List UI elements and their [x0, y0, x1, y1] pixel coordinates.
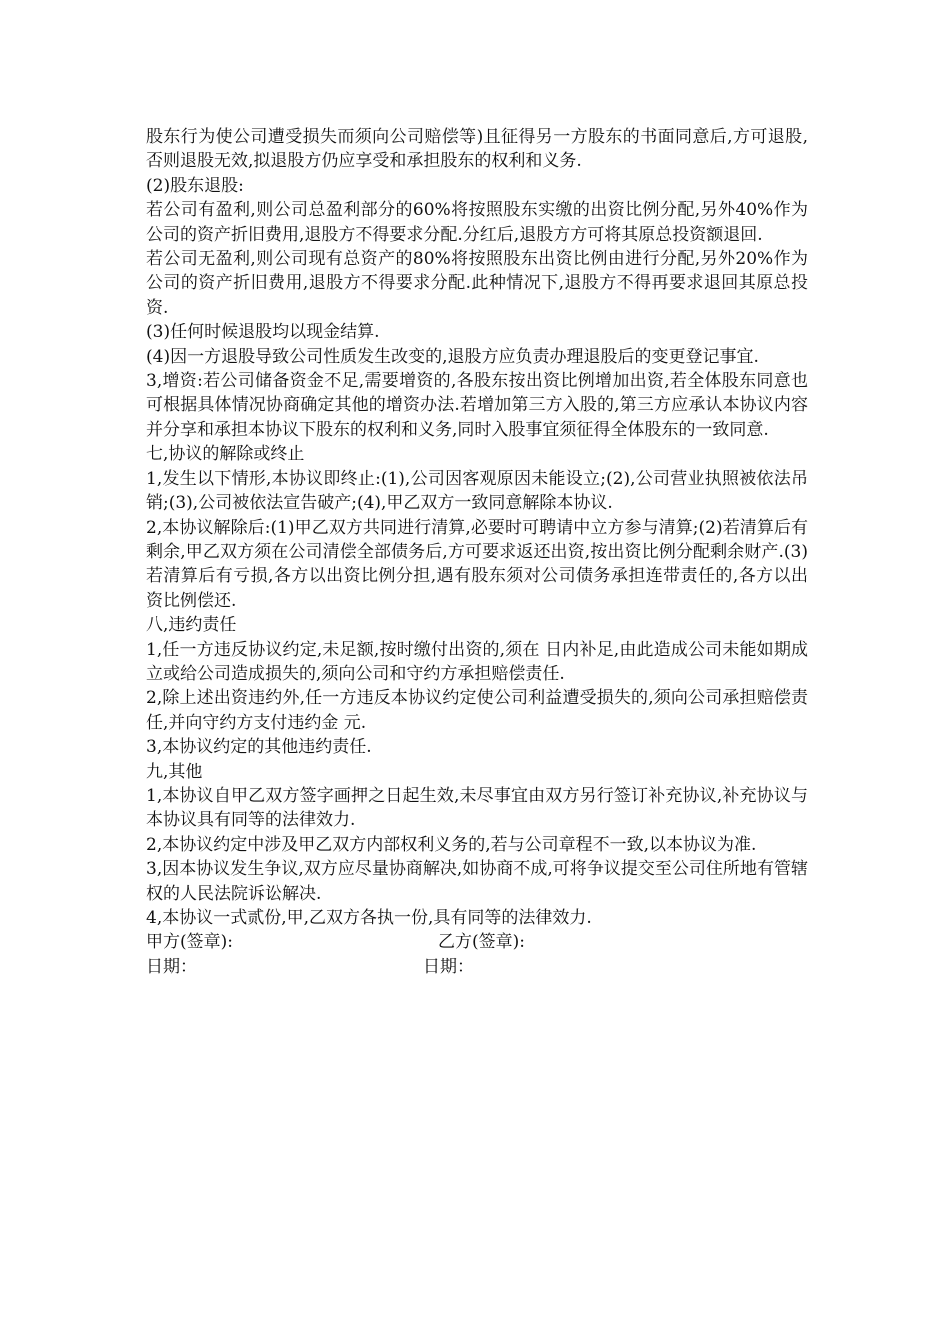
paragraph-no-profit-case: 若公司无盈利,则公司现有总资产的80%将按照股东出资比例由进行分配,另外20%作为公司的资产折旧费用,退股方不得要求分配.此种情况下,退股方不得再要求退回其原总投资. [146, 249, 808, 318]
paragraph-contribution-default: 1,任一方违反协议约定,未足额,按时缴付出资的,须在 日内补足,由此造成公司未能如期成立或给公司造成损失的,须向公司和守约方承担赔偿责任. [146, 639, 808, 684]
date-row [146, 955, 808, 979]
paragraph-withdrawal-condition: 股东行为使公司遭受损失而须向公司赔偿等)且征得另一方股东的书面同意后,方可退股,否则退股无效,拟退股方仍应享受和承担股东的权利和义务. [146, 127, 808, 172]
document-body [146, 125, 808, 979]
party-b-date-label: 日期： [423, 956, 474, 977]
party-a-date-label: 日期： [146, 956, 197, 977]
paragraph-effective-date: 1,本协议自甲乙双方签字画押之日起生效,未尽事宜由双方另行签订补充协议,补充协议与本协议具有同等的法律效力. [146, 785, 808, 831]
paragraph-copies: 4,本协议一式贰份,甲,乙双方各执一份,具有同等的法律效力. [146, 908, 592, 928]
party-a-signature-label: 甲方(签章): [146, 932, 233, 953]
paragraph-liquidation: 2,本协议解除后:(1)甲乙双方共同进行清算,必要时可聘请中立方参与清算;(2)若清算后有剩余,甲乙双方须在公司清偿全部债务后,方可要求返还出资,按出资比例分配剩余财产.(3)若清算后有亏损,各方以出资比例分担,遇有股东须对公司债务承担连带责任的,各方以出资比例偿还. [146, 517, 808, 611]
paragraph-change-registration: (4)因一方退股导致公司性质发生改变的,退股方应负责办理退股后的变更登记事宜. [146, 346, 759, 367]
paragraph-dispute: 3,因本协议发生争议,双方应尽量协商解决,如协商不成,可将争议提交至公司住所地有管辖权的人民法院诉讼解决. [146, 859, 808, 904]
signature-row [146, 930, 808, 954]
paragraph-withdrawal-heading: (2)股东退股: [146, 175, 244, 196]
paragraph-termination-cases: 1,发生以下情形,本协议即终止:(1),公司因客观原因未能设立;(2),公司营业执照被依法吊销;(3),公司被依法宣告破产;(4),甲乙双方一致同意解除本协议. [146, 468, 808, 514]
section-heading-termination: 七,协议的解除或终止 [146, 444, 305, 465]
section-heading-misc: 九,其他 [146, 761, 203, 782]
paragraph-other-default: 2,除上述出资违约外,任一方违反本协议约定使公司利益遭受损失的,须向公司承担赔偿责任,并向守约方支付违约金 元. [146, 688, 808, 733]
paragraph-other-liability: 3,本协议约定的其他违约责任. [146, 737, 372, 758]
paragraph-profit-case: 若公司有盈利,则公司总盈利部分的60%将按照股东实缴的出资比例分配,另外40%作为公司的资产折旧费用,退股方不得要求分配.分红后,退股方方可将其原总投资额退回. [146, 200, 808, 245]
party-b-signature-label: 乙方(签章): [438, 932, 525, 953]
paragraph-capital-increase: 3,增资:若公司储备资金不足,需要增资的,各股东按出资比例增加出资,若全体股东同意也可根据具体情况协商确定其他的增资办法.若增加第三方入股的,第三方应承认本协议内容并分享和承担本协议下股东的权利和义务,同时入股事宜须征得全体股东的一致同意. [146, 371, 808, 440]
section-heading-liability: 八,违约责任 [146, 615, 237, 636]
paragraph-precedence: 2,本协议约定中涉及甲乙双方内部权利义务的,若与公司章程不一致,以本协议为准. [146, 834, 757, 855]
paragraph-cash-settlement: (3)任何时候退股均以现金结算. [146, 322, 380, 343]
